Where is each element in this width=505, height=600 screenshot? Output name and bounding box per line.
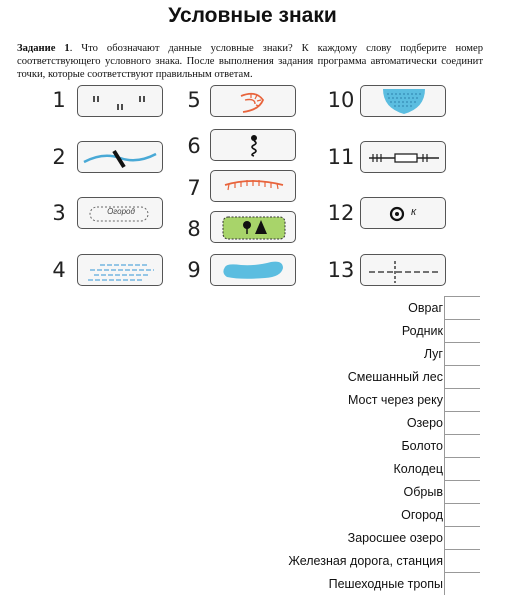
sign-number: 9 — [187, 258, 201, 282]
answer-input[interactable] — [444, 434, 480, 457]
answer-label: Огород — [401, 508, 443, 522]
sign-card-1 — [77, 85, 163, 117]
answer-label: Луг — [423, 347, 443, 361]
answer-label: Пешеходные тропы — [328, 577, 443, 591]
answer-input[interactable] — [444, 572, 480, 595]
sign-card-7 — [210, 170, 296, 202]
sign-number: 1 — [52, 88, 66, 112]
swamp-icon — [78, 255, 164, 287]
sign-number: 8 — [187, 217, 201, 241]
answer-input[interactable] — [444, 480, 480, 503]
answer-input[interactable] — [444, 388, 480, 411]
sign-number: 3 — [52, 201, 66, 225]
bridge-over-river-icon — [78, 142, 164, 174]
sign-card-13 — [360, 254, 446, 286]
task-label: Задание 1 — [17, 43, 70, 54]
sign-card-11 — [360, 141, 446, 173]
sign-card-2 — [77, 141, 163, 173]
answer-input[interactable] — [444, 296, 480, 319]
answer-input[interactable] — [444, 365, 480, 388]
answer-label: Родник — [401, 324, 443, 338]
sign-number: 10 — [327, 88, 355, 112]
answer-label: Железная дорога, станция — [288, 554, 443, 568]
sign-number: 12 — [327, 201, 355, 225]
lake-icon — [211, 255, 297, 287]
sign-number: 6 — [187, 134, 201, 158]
answer-label: Мост через реку — [347, 393, 443, 407]
sign-card-5 — [210, 85, 296, 117]
answer-input[interactable] — [444, 411, 480, 434]
cliff-icon — [211, 171, 297, 203]
task-body: . Что обозначают данные условные знаки? К каждому слову подберите номер соответствующего условного знака. После выполнения задания программа автоматически соединит точки, которые соответствуют правильным ответам. — [17, 43, 483, 80]
answer-input[interactable] — [444, 549, 480, 572]
answer-label: Овраг — [408, 301, 443, 315]
answer-label: Болото — [401, 439, 443, 453]
answer-label: Колодец — [393, 462, 443, 476]
sign-number: 5 — [187, 88, 201, 112]
answer-input[interactable] — [444, 342, 480, 365]
overgrown-lake-icon — [361, 86, 447, 118]
sign-number: 2 — [52, 145, 66, 169]
mixed-forest-icon — [211, 212, 297, 244]
sign-card-3 — [77, 197, 163, 229]
answer-label: Озеро — [406, 416, 443, 430]
ravine-icon — [211, 86, 297, 118]
railway-station-icon — [361, 142, 447, 174]
sign-number: 7 — [187, 176, 201, 200]
sign-number: 4 — [52, 258, 66, 282]
task-text — [17, 42, 483, 81]
sign-number: 13 — [327, 258, 355, 282]
answer-input[interactable] — [444, 526, 480, 549]
answer-input[interactable] — [444, 457, 480, 480]
well-icon — [361, 198, 447, 230]
sign-card-6 — [210, 129, 296, 161]
sign-card-9 — [210, 254, 296, 286]
answer-label: Обрыв — [403, 485, 443, 499]
sign-card-10 — [360, 85, 446, 117]
answer-label: Заросшее озеро — [347, 531, 443, 545]
sign-number: 11 — [327, 145, 355, 169]
footpath-icon — [361, 255, 447, 287]
spring-icon — [211, 130, 297, 162]
well-label: к — [411, 206, 417, 218]
sign-card-4 — [77, 254, 163, 286]
meadow-icon — [78, 86, 164, 118]
answer-input[interactable] — [444, 319, 480, 342]
garden-label: Огород — [107, 207, 135, 216]
page-title: Условные знаки — [168, 4, 337, 27]
answer-label: Смешанный лес — [347, 370, 443, 384]
sign-card-8 — [210, 211, 296, 243]
answer-input[interactable] — [444, 503, 480, 526]
sign-card-12 — [360, 197, 446, 229]
